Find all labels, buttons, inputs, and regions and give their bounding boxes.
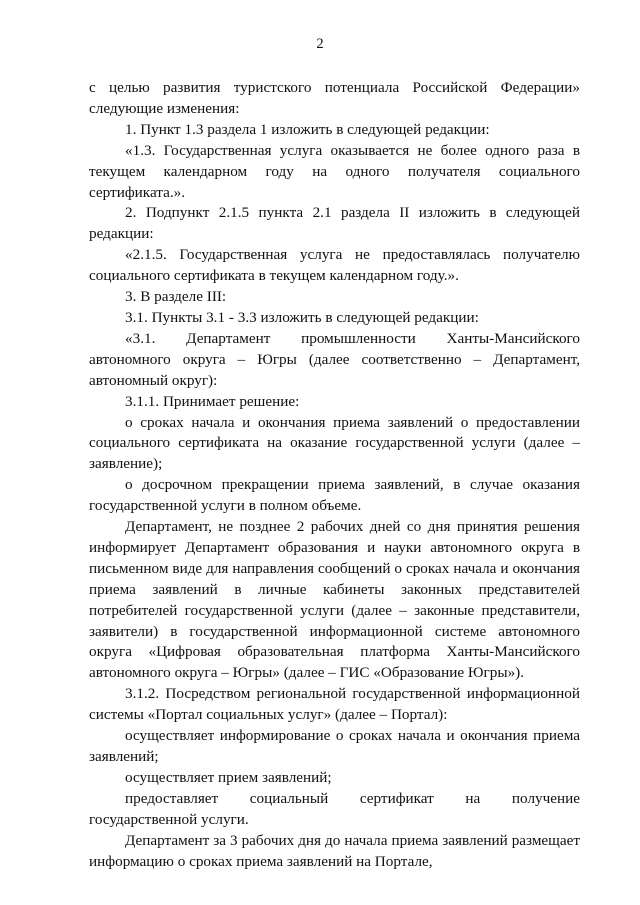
paragraph: о досрочном прекращении приема заявлений, в случае оказания государственной услуги в полном объеме. [89,476,580,515]
paragraph: осуществляет информирование о сроках начала и окончания приема заявлений; [89,727,580,765]
paragraph: 1. Пункт 1.3 раздела 1 изложить в следующей редакции: [125,120,490,138]
paragraph: «1.3. Государственная услуга оказывается не более одного раза в текущем календарном году на одного получателя социального сертификата.». [89,141,580,201]
paragraph: Департамент, не позднее 2 рабочих дней со дня принятия решения информирует Департамент образования и науки автономного округа в письменном виде для направления сообщений о сроках начала и окончания приема заявлений в личные кабинеты законных представителей потребителей государственной услуги (далее – законные представители, заявители) в государственной информационной системе автономного округа «Цифровая образовательная платформа Ханты-Мансийского автономного округа – Югры» (далее – ГИС «Образование Югры»). [89,518,580,682]
paragraph: «3.1. Департамент промышленности Ханты-Мансийского автономного округа – Югры (далее соответственно – Департамент, автономный округ): [89,329,580,389]
paragraph: 3. В разделе III: [125,288,227,306]
paragraph: «2.1.5. Государственная услуга не предоставлялась получателю социального сертификата в текущем календарном году.». [89,246,580,285]
document-body [89,78,580,872]
paragraph: Департамент за 3 рабочих дня до начала приема заявлений размещает информацию о сроках приема заявлений на Портале, [89,831,580,870]
paragraph: с целью развития туристского потенциала Российской Федерации» следующие изменения: [89,79,580,117]
paragraph: 3.1.1. Принимает решение: [125,392,300,410]
paragraph: осуществляет прием заявлений; [125,768,332,786]
paragraph: 2. Подпункт 2.1.5 пункта 2.1 раздела II изложить в следующей редакции: [89,204,580,243]
paragraph: 3.1.2. Посредством региональной государственной информационной системы «Портал социальных услуг» (далее – Портал): [89,685,580,724]
paragraph: 3.1. Пункты 3.1 - 3.3 изложить в следующей редакции: [125,308,479,326]
paragraph: предоставляет социальный сертификат на получение государственной услуги. [89,789,580,828]
paragraph: о сроках начала и окончания приема заявлений о предоставлении социального сертификата на оказание государственной услуги (далее – заявление); [89,413,580,473]
page-number: 2 [316,36,324,52]
